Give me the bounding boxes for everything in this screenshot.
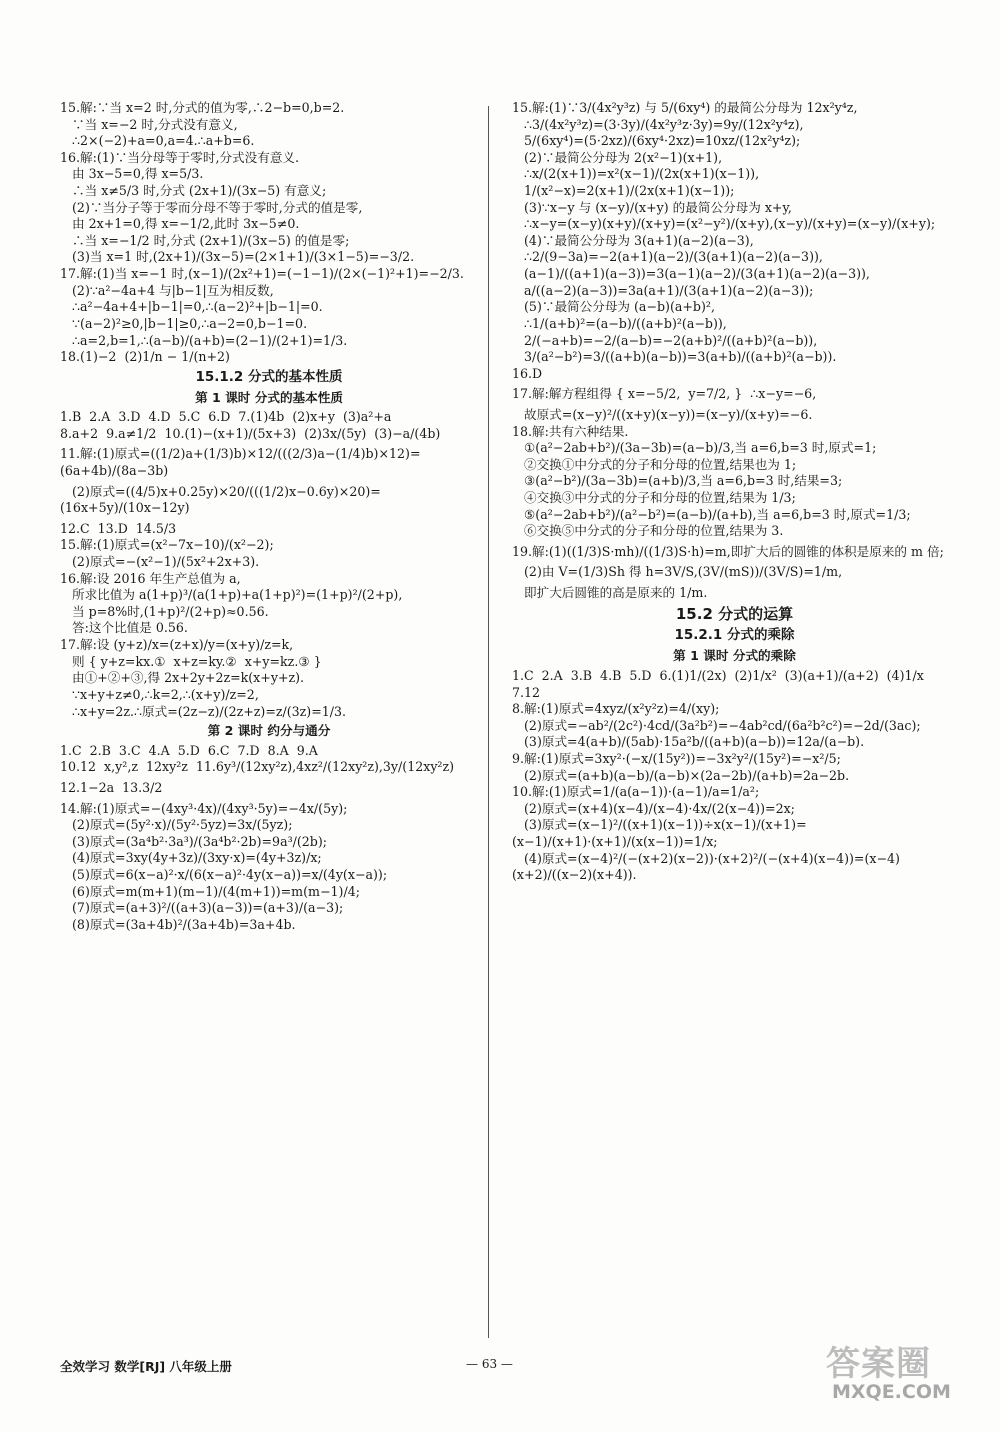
answer-line: ∴2×(−2)+a=0,a=4.∴a+b=6. (60, 133, 255, 149)
answer-line: (2)原式=(a+b)(a−b)/(a−b)×(2a−2b)/(a+b)=2a−2b. (512, 767, 850, 783)
answer-line: (8)原式=(3a+4b)²/(3a+4b)=3a+4b. (60, 916, 296, 932)
answer-line: ∴x+y=2z.∴原式=(2z−z)/(2z+z)=z/(3z)=1/3. (60, 703, 347, 719)
answer-line: 18.解:共有六种结果. (512, 423, 629, 439)
book-title: 全效学习 数学[RJ] 八年级上册 (60, 1359, 232, 1374)
answer-line: (2)原式=(5y²·x)/(5y²·5yz)=3x/(5yz); (60, 817, 293, 833)
answer-line: (a−1)/((a+1)(a−3))=3(a−1)(a−2)/(3(a+1)(a−2)(a−3)), (512, 266, 870, 282)
answer-line: 15.解:(1)原式=(x²−7x−10)/(x²−2); (60, 537, 274, 553)
answer-line: ∴a=2,b=1,∴(a−b)/(a+b)=(2−1)/(2+1)=1/3. (60, 332, 348, 348)
answer-line: (3)∵x−y 与 (x−y)/(x+y) 的最简公分母为 x+y, (512, 199, 792, 215)
answer-line: 15.解:∵当 x=2 时,分式的值为零,∴2−b=0,b=2. (60, 100, 345, 115)
column-divider (488, 106, 489, 1338)
answer-line: (5)∵最简公分母为 (a−b)(a+b)², (512, 299, 715, 315)
answer-line: 1.C 2.B 3.C 4.A 5.D 6.C 7.D 8.A 9.A (60, 742, 318, 758)
answer-line: 所求比值为 a(1+p)³/(a(1+p)+a(1+p)²)=(1+p)²/(2+p), (60, 587, 403, 603)
answer-line: ∴3/(4x²y³z)=(3·3y)/(4x²y³z·3y)=9y/(12x²y⁴z), (512, 116, 804, 132)
answer-line: 12.1−2a 13.3/2 (60, 779, 163, 795)
answer-line: 17.解:解方程组得 { x=−5/2, y=7/2, } ∴x−y=−6, (512, 386, 817, 402)
answer-line: 15.解:(1)∵3/(4x²y³z) 与 5/(6xy⁴) 的最简公分母为 12x²y⁴z, (512, 100, 858, 115)
answer-line: 1.B 2.A 3.D 4.D 5.C 6.D 7.(1)4b (2)x+y (3)a²+a (60, 409, 392, 425)
answer-line: (2)∵a²−4a+4 与|b−1|互为相反数, (60, 282, 274, 298)
answer-line: (4)原式=3xy(4y+3z)/(3xy·x)=(4y+3z)/x; (60, 850, 322, 866)
answer-line: 故原式=(x−y)²/((x+y)(x−y))=(x−y)/(x+y)=−6. (512, 406, 813, 422)
watermark-url: MXQE.COM (832, 1381, 951, 1403)
answer-line: 则 { y+z=kx.① x+z=ky.② x+y=kz.③ } (60, 653, 322, 669)
left-column (60, 100, 478, 933)
answer-line: ⑤(a²−2ab+b²)/(a²−b²)=(a−b)/(a+b),当 a=6,b=3 时,原式=1/3; (512, 506, 911, 522)
answer-line: 12.C 13.D 14.5/3 (60, 520, 177, 536)
answer-line: (3)原式=(3a⁴b²·3a³)/(3a⁴b²·2b)=9a³/(2b); (60, 833, 328, 849)
answer-line: ∴a²−4a+4+|b−1|=0,∴(a−2)²+|b−1|=0. (60, 299, 323, 315)
answer-line: (5)原式=6(x−a)²·x/(6(x−a)²·4y(x−a))=x/(4y(x−a)); (60, 867, 388, 883)
answer-line: 1.C 2.A 3.B 4.B 5.D 6.(1)1/(2x) (2)1/x² (3)(a+1)/(a+2) (4)1/x (512, 667, 924, 683)
answer-line: 5/(6xy⁴)=(5·2xz)/(6xy⁴·2xz)=10xz/(12x²y⁴z); (512, 133, 801, 149)
answer-line: ∴2/(9−3a)=−2(a+1)(a−2)/(3(a+1)(a−2)(a−3)), (512, 249, 823, 265)
answer-line: ③(a²−b²)/(3a−3b)=(a+b)/3,当 a=6,b=3 时,结果=3; (512, 473, 843, 489)
answer-line: (4)∵最简公分母为 3(a+1)(a−2)(a−3), (512, 232, 754, 248)
answer-line: (2)∵当分子等于零而分母不等于零时,分式的值是零, (60, 199, 363, 215)
answer-line: 19.解:(1)((1/3)S·mh)/((1/3)S·h)=m,即扩大后的圆锥的体积是原来的 m 倍; (512, 543, 944, 559)
answer-line: ∴1/(a+b)²=(a−b)/((a+b)²(a−b)), (512, 315, 727, 331)
section-heading: 第 1 课时 分式的基本性质 (195, 389, 343, 405)
answer-line: 由①+②+③,得 2x+2y+2z=k(x+y+z). (60, 670, 305, 686)
right-column (512, 100, 957, 884)
section-heading: 15.2.1 分式的乘除 (674, 627, 795, 644)
answer-line: ①(a²−2ab+b²)/(3a−3b)=(a−b)/3,当 a=6,b=3 时,原式=1; (512, 440, 877, 456)
answer-line: 8.解:(1)原式=4xyz/(x²y²z)=4/(xy); (512, 701, 720, 717)
answer-line: ∵(a−2)²≥0,|b−1|≥0,∴a−2=0,b−1=0. (60, 315, 308, 331)
answer-line: 18.(1)−2 (2)1/n − 1/(n+2) (60, 349, 230, 365)
answer-line: ∵当 x=−2 时,分式没有意义, (60, 116, 238, 132)
answer-line: ④交换③中分式的分子和分母的位置,结果为 1/3; (512, 490, 796, 506)
answer-line: (2)原式=−(x²−1)/(5x²+2x+3). (60, 554, 260, 570)
answer-line: ②交换①中分式的分子和分母的位置,结果也为 1; (512, 456, 797, 472)
answer-line: ∴x−y=(x−y)(x+y)/(x+y)=(x²−y²)/(x+y),(x−y)/(x+y)=(x−y)/(x+y); (512, 216, 936, 232)
watermark-text: 答案圈 (826, 1344, 931, 1384)
answer-line: 由 3x−5=0,得 x=5/3. (60, 166, 204, 182)
answer-line: 10.解:(1)原式=1/(a(a−1))·(a−1)/a=1/a²; (512, 784, 760, 800)
answer-line: 答:这个比值是 0.56. (60, 620, 188, 636)
answer-line: (3)当 x=1 时,(2x+1)/(3x−5)=(2×1+1)/(3×1−5)=−3/2. (60, 249, 415, 265)
answer-line: 14.解:(1)原式=−(4xy³·4x)/(4xy³·5y)=−4x/(5y); (60, 800, 348, 816)
answer-line: (2)∵最简公分母为 2(x²−1)(x+1), (512, 149, 723, 165)
answer-line: 由 2x+1=0,得 x=−1/2,此时 3x−5≠0. (60, 216, 300, 232)
answer-line: 即扩大后圆锥的高是原来的 1/m. (512, 585, 708, 601)
answer-line: (2)由 V=(1/3)Sh 得 h=3V/S,(3V/(mS))/(3V/S)=1/m, (512, 564, 843, 580)
answer-line: 17.解:设 (y+z)/x=(z+x)/y=(x+y)/z=k, (60, 637, 294, 653)
answer-line: ⑥交换⑤中分式的分子和分母的位置,结果为 3. (512, 523, 784, 539)
section-heading: 第 2 课时 约分与通分 (207, 723, 331, 739)
answer-line: ∵x+y+z≠0,∴k=2,∴(x+y)/z=2, (60, 686, 259, 702)
answer-line: 3/(a²−b²)=3/((a+b)(a−b))=3(a+b)/((a+b)²(a−b)). (512, 349, 837, 365)
answer-line: (2)原式=((4/5)x+0.25y)×20/(((1/2)x−0.6y)×20)=(16x+5y)/(10x−12y) (60, 483, 381, 516)
answer-line: ∴x/(2(x+1))=x²(x−1)/(2x(x+1)(x−1)), (512, 166, 760, 182)
answer-line: 17.解:(1)当 x=−1 时,(x−1)/(2x²+1)=(−1−1)/(2×(−1)²+1)=−2/3. (60, 266, 464, 282)
answer-line: 8.a+2 9.a≠1/2 10.(1)−(x+1)/(5x+3) (2)3x/(5y) (3)−a/(4b) (60, 425, 441, 441)
answer-line: (6)原式=m(m+1)(m−1)/(4(m+1))=m(m−1)/4; (60, 883, 360, 899)
answer-line: 7.12 (512, 684, 541, 700)
answer-line: 2/(−a+b)=−2/(a−b)=−2(a+b)²/((a+b)²(a−b)), (512, 332, 818, 348)
page-number: — 63 — (466, 1357, 513, 1371)
answer-line: 当 p=8%时,(1+p)²/(2+p)≈0.56. (60, 603, 269, 619)
section-heading: 15.1.2 分式的基本性质 (195, 368, 343, 385)
answer-line: (2)原式=−ab²/(2c²)·4cd/(3a²b²)=−4ab²cd/(6a²b²c²)=−2d/(3ac); (512, 717, 921, 733)
answer-line: 10.12 x,y²,z 12xy²z 11.6y³/(12xy²z),4xz²/(12xy²z),3y/(12xy²z) (60, 759, 455, 775)
section-heading: 15.2 分式的运算 (675, 604, 794, 623)
watermark-logo (826, 1336, 951, 1403)
answer-line: (3)原式=4(a+b)/(5ab)·15a²b/((a+b)(a−b))=12a/(a−b). (512, 734, 865, 750)
answer-line: (4)原式=(x−4)²/(−(x+2)(x−2))·(x+2)²/(−(x+4)(x−4))=(x−4)(x+2)/((x−2)(x+4)). (512, 850, 900, 883)
answer-line: ∴当 x=−1/2 时,分式 (2x+1)/(3x−5) 的值是零; (60, 232, 350, 248)
answer-line: 9.解:(1)原式=3xy²·(−x/(15y²))=−3x²y²/(15y²)=−x²/5; (512, 750, 841, 766)
section-heading: 第 1 课时 分式的乘除 (673, 648, 796, 664)
answer-line: (7)原式=(a+3)²/((a+3)(a−3))=(a+3)/(a−3); (60, 900, 344, 916)
answer-line: 16.D (512, 365, 543, 381)
answer-line: a/((a−2)(a−3))=3a(a+1)/(3(a+1)(a−2)(a−3)); (512, 282, 814, 298)
answer-line: (3)原式=(x−1)²/((x+1)(x−1))÷x(x−1)/(x+1)=(x−1)/(x+1)·(x+1)/(x(x−1))=1/x; (512, 817, 807, 849)
answer-line: (2)原式=(x+4)(x−4)/(x−4)·4x/(2(x−4))=2x; (512, 800, 795, 816)
answer-line: 16.解:设 2016 年生产总值为 a, (60, 570, 241, 586)
answer-line: ∴当 x≠5/3 时,分式 (2x+1)/(3x−5) 有意义; (60, 183, 327, 199)
answer-line: 1/(x²−x)=2(x+1)/(2x(x+1)(x−1)); (512, 183, 735, 199)
answer-line: 11.解:(1)原式=((1/2)a+(1/3)b)×12/(((2/3)a−(1/4)b)×12)=(6a+4b)/(8a−3b) (60, 446, 421, 478)
answer-line: 16.解:(1)∵当分母等于零时,分式没有意义. (60, 149, 300, 165)
